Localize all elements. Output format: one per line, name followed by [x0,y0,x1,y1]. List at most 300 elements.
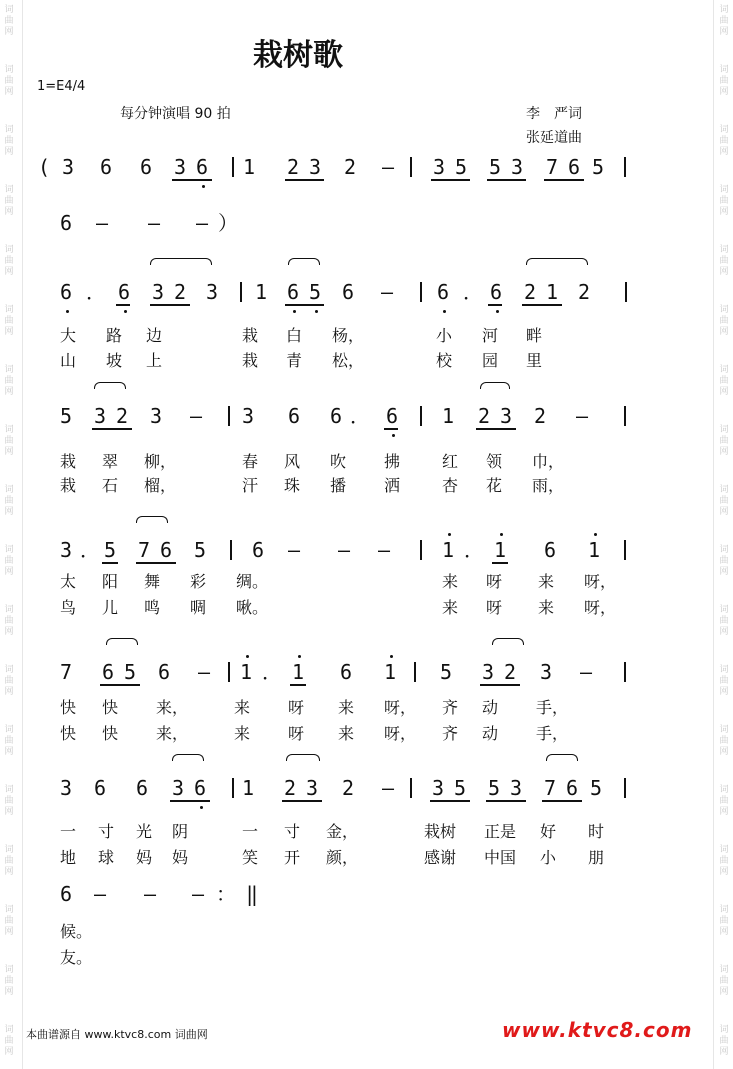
composer-credit: 张延道曲 [526,130,582,146]
lyric-syllable: 来 [538,572,555,591]
note: — [148,211,161,235]
barline [420,540,422,560]
beam-underline [480,684,520,686]
note: 6 [136,776,149,800]
watermark-text: 词 曲 网 [4,965,14,997]
note: 2 [504,660,517,684]
watermark-text: 词 曲 网 [4,305,14,337]
low-octave-dot [496,310,499,313]
lyric-syllable: 路 [106,326,123,345]
note: 1 [240,660,253,684]
note: 5 [124,660,137,684]
barline [232,157,234,177]
note: — [378,538,391,562]
watermark-text: 词 曲 网 [4,905,14,937]
watermark-text: 词 曲 网 [4,845,14,877]
lyric-syllable: 快 [60,724,77,743]
barline [420,406,422,426]
lyric-syllable: 呀， [384,724,417,743]
lyric-syllable: 鸟 [60,598,77,617]
barline [410,778,412,798]
watermark-text: 词 曲 网 [719,545,729,577]
page-frame [22,0,714,1069]
note: 7 [60,660,73,684]
note: 6 [158,660,171,684]
note: 3 [152,280,165,304]
barline [230,540,232,560]
lyric-syllable: 风 [284,452,301,471]
lyric-syllable: 快 [102,724,119,743]
note: 6 [568,155,581,179]
watermark-text: 词 曲 网 [4,1025,14,1057]
note: 1 [588,538,601,562]
slur-arc [94,382,126,389]
barline [414,662,416,682]
note: 5 [489,155,502,179]
lyric-syllable: 地 [60,848,77,867]
lyric-syllable: 里 [526,351,543,370]
lyric-syllable: 来 [442,598,459,617]
lyric-syllable: 手， [536,698,569,717]
lyric-syllable: 金， [326,822,359,841]
note: 1 [494,538,507,562]
lyric-syllable: 儿 [102,598,119,617]
lyric-syllable: 春 [242,452,259,471]
slur-arc [546,754,578,761]
lyric-syllable: 上 [146,351,163,370]
note: 5 [104,538,117,562]
note: ． [86,280,106,304]
tempo-marking: 每分钟演唱 90 拍 [120,106,231,122]
barline [228,406,230,426]
watermark-text: 词 曲 网 [4,365,14,397]
beam-underline [544,179,584,181]
beam-underline [102,562,118,564]
note: 2 [284,776,297,800]
lyric-syllable: 呀 [288,698,305,717]
watermark-text: 词 曲 网 [4,665,14,697]
watermark-text: 词 曲 网 [719,65,729,97]
watermark-text: 词 曲 网 [719,425,729,457]
watermark-text: 词 曲 网 [719,845,729,877]
lyric-syllable: 感谢 [424,848,457,867]
lyric-syllable: 石 [102,476,119,495]
lyric-syllable: 来 [538,598,555,617]
note: 6 [194,776,207,800]
note: 3 [62,155,75,179]
low-octave-dot [293,310,296,313]
lyric-syllable: 啾。 [236,598,269,617]
lyric-syllable: 手， [536,724,569,743]
watermark-text: 词 曲 网 [719,665,729,697]
lyric-syllable: 山 [60,351,77,370]
lyric-syllable: 动 [482,698,499,717]
note: 6 [252,538,265,562]
note: 3 [511,155,524,179]
note: 3 [172,776,185,800]
source-footer: 本曲谱源自 www.ktvc8.com 词曲网 [26,1028,208,1041]
barline [624,778,626,798]
note: 2 [342,776,355,800]
note: 3 [500,404,513,428]
watermark-text: 词 曲 网 [719,125,729,157]
lyric-syllable: 动 [482,724,499,743]
beam-underline [290,684,306,686]
barline [624,406,626,426]
barline [240,282,242,302]
note: 6 [342,280,355,304]
note: 5 [590,776,603,800]
note: 6 [60,211,73,235]
lyric-syllable: 园 [482,351,499,370]
beam-underline [285,304,324,306]
watermark-text: 词 曲 网 [4,485,14,517]
note: — [198,660,211,684]
lyric-syllable: 播 [330,476,347,495]
barline [410,157,412,177]
note: 1 [546,280,559,304]
lyric-syllable: 小 [436,326,453,345]
lyric-syllable: 来， [156,724,189,743]
note: 5 [194,538,207,562]
beam-underline [170,800,210,802]
note: 7 [544,776,557,800]
note: ． [464,538,484,562]
beam-underline [136,562,176,564]
lyric-syllable: 阴 [172,822,189,841]
lyric-syllable: 快 [60,698,77,717]
note: 3 [482,660,495,684]
note: 6 [544,538,557,562]
note: 6 [340,660,353,684]
lyric-syllable: 颜， [326,848,359,867]
note: — [96,211,109,235]
low-octave-dot [443,310,446,313]
lyric-syllable: 来 [442,572,459,591]
note: 7 [138,538,151,562]
lyric-syllable: 拂 [384,452,401,471]
beam-underline [116,304,130,306]
beam-underline [100,684,140,686]
watermark-text: 词 曲 网 [719,785,729,817]
note: 3 [150,404,163,428]
beam-underline [488,304,502,306]
high-octave-dot [448,533,451,536]
watermark-text: 词 曲 网 [719,485,729,517]
lyric-syllable: 雨， [532,476,565,495]
note: 6 [100,155,113,179]
lyric-syllable: 榴， [144,476,177,495]
note: 6 [437,280,450,304]
note: 5 [592,155,605,179]
note: — [382,155,395,179]
note: — [288,538,301,562]
high-octave-dot [246,655,249,658]
note: 3 [206,280,219,304]
watermark-text: 词 曲 网 [4,245,14,277]
slur-arc [106,638,138,645]
note: 6 [102,660,115,684]
lyric-syllable: 花 [486,476,503,495]
beam-underline [486,800,526,802]
note: — [338,538,351,562]
lyric-syllable: 松， [332,351,365,370]
lyric-syllable: 青 [286,351,303,370]
note: ： [216,882,236,906]
note: 3 [60,776,73,800]
note: 7 [546,155,559,179]
note: 3 [60,538,73,562]
key-signature: 1=E4/4 [37,79,86,94]
watermark-text: 词 曲 网 [719,365,729,397]
slur-arc [492,638,524,645]
note: 3 [309,155,322,179]
note: — [94,882,107,906]
watermark-text: 词 曲 网 [4,425,14,457]
lyric-syllable: 呀 [486,598,503,617]
note: 2 [287,155,300,179]
lyric-syllable: 来 [234,724,251,743]
lyric-syllable: 好 [540,822,557,841]
note: 5 [455,155,468,179]
note: ． [350,404,370,428]
watermark-text: 词 曲 网 [4,5,14,37]
note: 1 [442,538,455,562]
low-octave-dot [200,806,203,809]
lyric-syllable: 呀， [384,698,417,717]
watermark-text: 词 曲 网 [719,305,729,337]
note: 6 [140,155,153,179]
note: 6 [566,776,579,800]
low-octave-dot [124,310,127,313]
lyric-syllable: 柳， [144,452,177,471]
slur-arc [172,754,204,761]
site-logo: www.ktvc8.com [502,1018,693,1042]
watermark-text: 词 曲 网 [719,905,729,937]
lyric-syllable: 齐 [442,724,459,743]
note: — [382,776,395,800]
low-octave-dot [202,185,205,188]
note: 2 [578,280,591,304]
note: 2 [116,404,129,428]
lyric-syllable: 红 [442,452,459,471]
note: 6 [160,538,173,562]
lyric-syllable: 栽树 [424,822,457,841]
lyric-syllable: 校 [436,351,453,370]
note: 1 [255,280,268,304]
lyric-syllable: 来， [156,698,189,717]
lyric-syllable: 汗 [242,476,259,495]
lyric-syllable: 寸 [98,822,115,841]
note: 5 [440,660,453,684]
lyric-syllable: 鸣 [144,598,161,617]
lyric-syllable: 舞 [144,572,161,591]
note: 1 [292,660,305,684]
watermark-text: 词 曲 网 [719,185,729,217]
note: 5 [309,280,322,304]
lyric-syllable: 妈 [136,848,153,867]
lyric-syllable: 候。 [60,922,93,941]
high-octave-dot [594,533,597,536]
beam-underline [172,179,212,181]
lyric-syllable: 巾， [532,452,565,471]
note: — [381,280,394,304]
low-octave-dot [392,434,395,437]
note: 6 [490,280,503,304]
watermark-text: 词 曲 网 [719,1025,729,1057]
watermark-text: 词 曲 网 [719,605,729,637]
watermark-text: 词 曲 网 [719,965,729,997]
beam-underline [492,562,508,564]
lyric-syllable: 彩 [190,572,207,591]
lyric-syllable: 畔 [526,326,543,345]
note: 2 [534,404,547,428]
lyric-syllable: 啁 [190,598,207,617]
watermark-text: 词 曲 网 [4,725,14,757]
lyric-syllable: 开 [284,848,301,867]
watermark-text: 词 曲 网 [4,605,14,637]
note: 6 [386,404,399,428]
lyric-syllable: 呀， [584,598,617,617]
note: 6 [118,280,131,304]
lyric-syllable: 时 [588,822,605,841]
song-title: 栽树歌 [253,38,343,73]
beam-underline [487,179,526,181]
note: 5 [488,776,501,800]
note: ） [218,211,238,235]
watermark-text: 词 曲 网 [4,185,14,217]
note: 6 [330,404,343,428]
slur-arc [136,516,168,523]
low-octave-dot [315,310,318,313]
note: ‖ [246,882,259,906]
slur-arc [480,382,510,389]
note: — [196,211,209,235]
note: 6 [288,404,301,428]
lyric-syllable: 洒 [384,476,401,495]
lyric-syllable: 绸。 [236,572,269,591]
lyric-syllable: 正是 [484,822,517,841]
note: 6 [196,155,209,179]
beam-underline [384,428,398,430]
lyric-syllable: 球 [98,848,115,867]
note: — [144,882,157,906]
lyric-syllable: 光 [136,822,153,841]
lyric-syllable: 来 [234,698,251,717]
lyric-syllable: 寸 [284,822,301,841]
watermark-text: 词 曲 网 [719,725,729,757]
note: 2 [478,404,491,428]
lyric-syllable: 栽 [60,452,77,471]
barline [232,778,234,798]
watermark-text: 词 曲 网 [4,125,14,157]
beam-underline [92,428,132,430]
note: 2 [344,155,357,179]
watermark-text: 词 曲 网 [4,785,14,817]
note: 1 [243,155,256,179]
lyric-syllable: 河 [482,326,499,345]
lyric-syllable: 白 [286,326,303,345]
slur-arc [526,258,588,265]
note: 3 [242,404,255,428]
lyric-syllable: 中国 [484,848,517,867]
lyric-syllable: 栽 [60,476,77,495]
lyric-syllable: 栽 [242,326,259,345]
note: 3 [540,660,553,684]
barline [420,282,422,302]
lyric-syllable: 太 [60,572,77,591]
watermark-text: 词 曲 网 [719,245,729,277]
beam-underline [522,304,562,306]
high-octave-dot [298,655,301,658]
barline [624,662,626,682]
lyric-syllable: 齐 [442,698,459,717]
lyric-syllable: 翠 [102,452,119,471]
barline [228,662,230,682]
note: 1 [242,776,255,800]
note: 3 [306,776,319,800]
note: 2 [524,280,537,304]
lyric-syllable: 小 [540,848,557,867]
beam-underline [431,179,470,181]
note: 5 [454,776,467,800]
lyric-syllable: 快 [102,698,119,717]
note: 3 [432,776,445,800]
note: 6 [94,776,107,800]
note: 3 [174,155,187,179]
note: 5 [60,404,73,428]
lyric-syllable: 珠 [284,476,301,495]
high-octave-dot [390,655,393,658]
lyric-syllable: 朋 [588,848,605,867]
beam-underline [430,800,470,802]
lyric-syllable: 吹 [330,452,347,471]
note: 3 [94,404,107,428]
lyric-syllable: 领 [486,452,503,471]
note: 3 [510,776,523,800]
note: — [190,404,203,428]
beam-underline [476,428,516,430]
note: 6 [287,280,300,304]
lyricist-credit: 李 严词 [526,106,582,122]
note: — [192,882,205,906]
lyric-syllable: 杨， [332,326,365,345]
lyric-syllable: 来 [338,698,355,717]
lyric-syllable: 妈 [172,848,189,867]
slur-arc [288,258,320,265]
lyric-syllable: 阳 [102,572,119,591]
lyric-syllable: 呀， [584,572,617,591]
lyric-syllable: 边 [146,326,163,345]
lyric-syllable: 坡 [106,351,123,370]
note: 3 [433,155,446,179]
beam-underline [285,179,324,181]
note: ． [262,660,282,684]
note: ( [38,155,51,179]
note: — [576,404,589,428]
watermark-text: 词 曲 网 [4,65,14,97]
lyric-syllable: 友。 [60,948,93,967]
low-octave-dot [66,310,69,313]
lyric-syllable: 大 [60,326,77,345]
lyric-syllable: 呀 [288,724,305,743]
barline [625,282,627,302]
note: 6 [60,882,73,906]
slur-arc [286,754,320,761]
note: 6 [60,280,73,304]
note: 1 [442,404,455,428]
lyric-syllable: 杏 [442,476,459,495]
